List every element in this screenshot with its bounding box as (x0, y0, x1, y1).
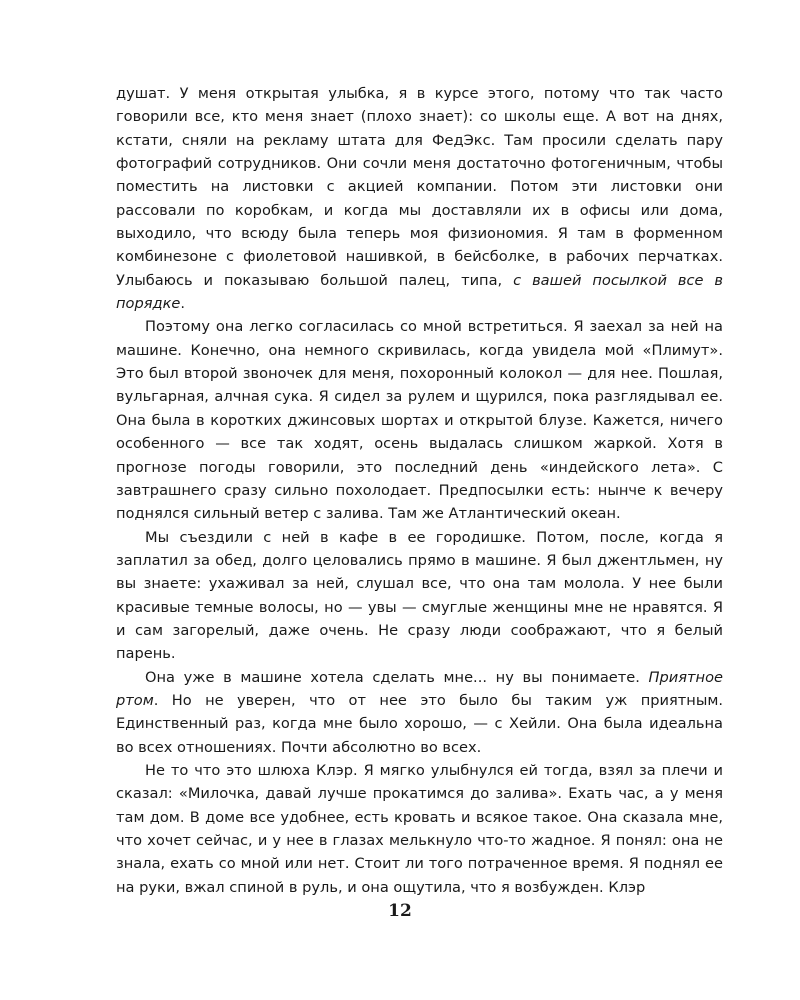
italic-text: Приятное ртом (116, 668, 723, 709)
paragraph (116, 82, 723, 315)
text-run: Она уже в машине хотела сделать мне... ну вы понимаете. (145, 668, 649, 686)
italic-text: с вашей посылкой все в порядке (116, 271, 723, 313)
paragraph (116, 315, 723, 525)
text-run: душат. У меня открытая улыбка, я в курсе этого, потому что так часто говорили все, кто меня знает (плохо знает): со школы еще. А вот на днях, кстати, сняли на рекламу штата для ФедЭкс. Там просили сделать пару фотографий сотрудников. Они сочли меня достаточно фотогеничным, чтобы поместить на листовки с акцией компании. Потом эти листовки они рассовали по коробкам, и когда мы доставляли их в офисы или дома, выходило, что всюду была теперь моя физиономия. Я там в форменном комбинезоне с фиолетовой нашивкой, в бейсболке, в рабочих перчатках. Улыбаюсь и показываю большой палец, типа, (116, 85, 723, 289)
paragraph (116, 666, 723, 759)
body-text (116, 82, 723, 899)
page-number: 12 (388, 901, 412, 921)
text-run: Мы съездили с ней в кафе в ее городишке. Потом, после, когда я заплатил за обед, долго целовались прямо в машине. Я был джентльмен, ну вы знаете: ухаживал за ней, слушал все, что она там молола. У нее были красивые темные волосы, но — увы — смуглые женщины мне не нравятся. Я и сам загорелый, даже очень. Не сразу люди соображают, что я белый парень. (116, 528, 723, 663)
paragraph (116, 759, 723, 899)
text-run: Поэтому она легко согласилась со мной встретиться. Я заехал за ней на машине. Конечно, она немного скривилась, когда увидела мой «Плимут». Это был второй звоночек для меня, похоронный колокол — для нее. Пошлая, вульгарная, алчная сука. Я сидел за рулем и щурился, пока разглядывал ее. Она была в коротких джинсовых шортах и открытой блузе. Кажется, ничего особенного — все так ходят, осень выдалась слишком жаркой. Хотя в прогнозе погоды говорили, это последний день «индейского лета». С завтрашнего сразу сильно похолодает. Предпосылки есть: нынче к вечеру поднялся сильный ветер с залива. Там же Атлантический океан. (116, 318, 723, 523)
text-run: . (180, 295, 186, 313)
paragraph (116, 526, 723, 666)
text-run: . Но не уверен, что от нее это было бы таким уж приятным. Единственный раз, когда мне было хорошо, — с Хейли. Она была идеальна во всех отношениях. Почти абсолютно во всех. (116, 691, 723, 756)
text-run: Не то что это шлюха Клэр. Я мягко улыбнулся ей тогда, взял за плечи и сказал: «Милочка, давай лучше прокатимся до залива». Ехать час, а у меня там дом. В доме все удобнее, есть кровать и всякое такое. Она сказала мне, что хочет сейчас, и у нее в глазах мелькнуло что-то жадное. Я понял: она не знала, ехать со мной или нет. Стоит ли того потраченное время. Я поднял ее на руки, вжал спиной в руль, и она ощутила, что я возбужден. Клэр (116, 761, 723, 896)
